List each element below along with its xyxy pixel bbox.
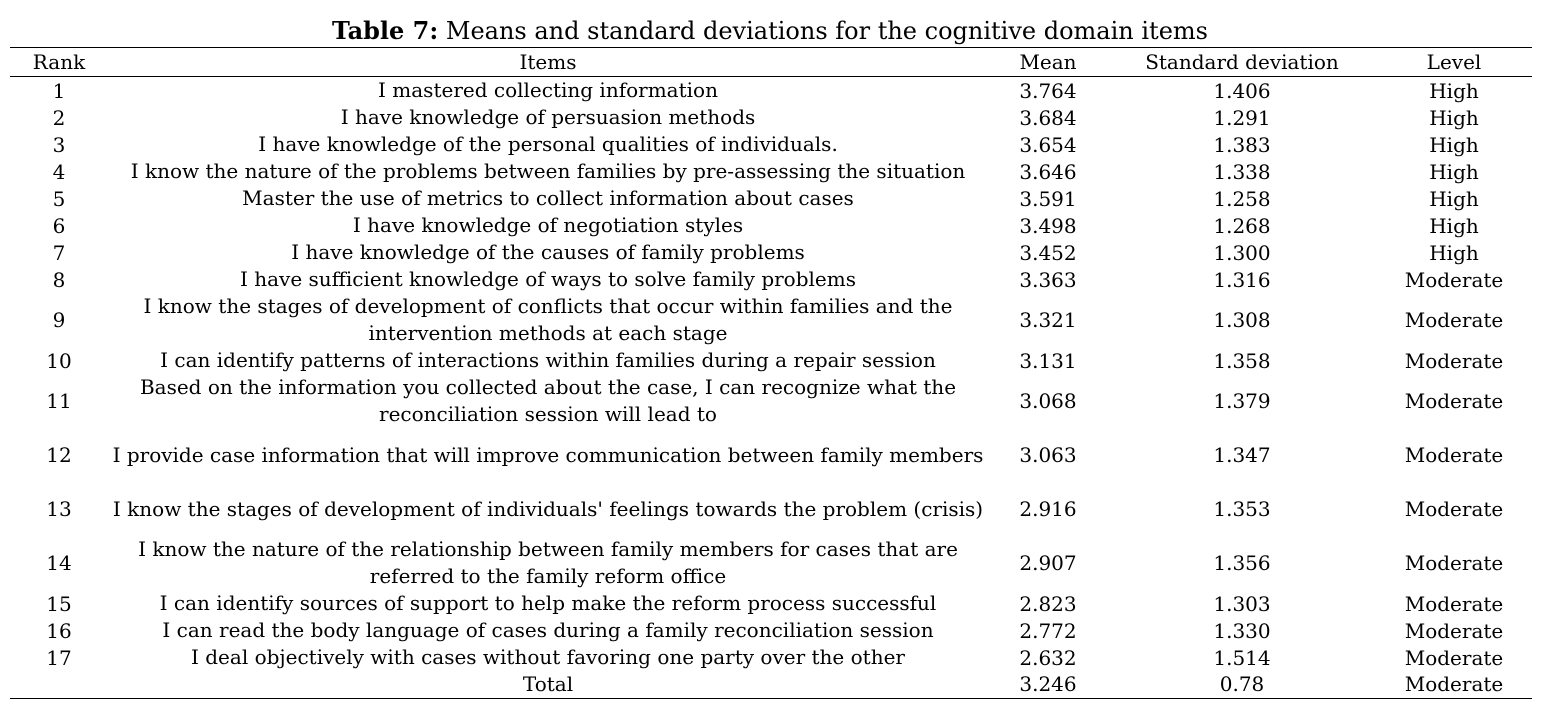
table-row	[10, 536, 1532, 590]
sd-cell: 1.316	[1213, 267, 1271, 292]
total-sd-cell: 0.78	[1108, 671, 1376, 698]
mean-cell: 3.321	[1019, 308, 1077, 332]
sd-cell: 1.353	[1213, 497, 1271, 521]
rank-cell: 12	[46, 443, 72, 467]
rank-cell: 4	[52, 159, 66, 184]
level-cell: Moderate	[1404, 618, 1504, 643]
item-cell: I know the stages of development of individuals' feelings towards the problem (crisis)	[112, 496, 984, 521]
level-cell: Moderate	[1404, 348, 1504, 373]
sd-cell: 1.258	[1213, 186, 1271, 211]
rank-cell: 2	[52, 105, 66, 130]
column-header-items: Items	[108, 48, 988, 77]
mean-cell: 3.131	[1019, 348, 1077, 373]
item-cell: I have knowledge of the personal qualities of individuals.	[258, 132, 838, 156]
table-row	[10, 482, 1532, 536]
level-cell: Moderate	[1404, 497, 1504, 521]
level-cell: Moderate	[1404, 308, 1504, 332]
mean-cell: 3.646	[1019, 159, 1077, 184]
cognitive-domain-table	[10, 47, 1532, 699]
mean-cell: 3.363	[1019, 267, 1077, 292]
mean-cell: 3.063	[1019, 443, 1077, 467]
rank-cell: 15	[46, 591, 72, 616]
table-caption-text: Means and standard deviations for the cognitive domain items	[445, 17, 1208, 45]
rank-cell: 11	[46, 389, 72, 413]
item-cell: Based on the information you collected about the case, I can recognize what the reconciliation session will lead to	[139, 375, 957, 426]
level-cell: High	[1429, 78, 1479, 103]
mean-cell: 3.654	[1019, 132, 1077, 157]
column-header-rank: Rank	[10, 48, 108, 77]
table-header-row	[10, 48, 1532, 77]
level-cell: Moderate	[1404, 267, 1504, 292]
sd-cell: 1.330	[1213, 618, 1271, 643]
item-cell: I can identify patterns of interactions within families during a repair session	[160, 348, 936, 372]
level-cell: High	[1429, 186, 1479, 211]
item-cell: I provide case information that will improve communication between family members	[112, 442, 984, 467]
sd-cell: 1.300	[1213, 240, 1271, 265]
mean-cell: 3.684	[1019, 105, 1077, 130]
table-row	[10, 104, 1532, 131]
level-cell: Moderate	[1404, 551, 1504, 575]
mean-cell: 2.907	[1019, 551, 1077, 575]
table-row	[10, 158, 1532, 185]
item-cell: I know the nature of the problems between families by pre-assessing the situation	[130, 159, 966, 183]
level-cell: High	[1429, 213, 1479, 238]
mean-cell: 3.764	[1019, 78, 1077, 103]
rank-cell: 16	[46, 618, 72, 643]
item-cell: I mastered collecting information	[378, 78, 718, 102]
sd-cell: 1.308	[1213, 308, 1271, 332]
item-cell: Master the use of metrics to collect information about cases	[242, 186, 854, 210]
table-row	[10, 617, 1532, 644]
table-row	[10, 374, 1532, 428]
table-total-row	[10, 671, 1532, 698]
item-cell: I know the stages of development of conflicts that occur within families and the intervention methods at each stage	[143, 294, 953, 345]
level-cell: High	[1429, 159, 1479, 184]
level-cell: High	[1429, 132, 1479, 157]
total-mean-cell: 3.246	[988, 671, 1108, 698]
mean-cell: 2.772	[1019, 618, 1077, 643]
table-row	[10, 212, 1532, 239]
level-cell: High	[1429, 105, 1479, 130]
table-row	[10, 131, 1532, 158]
sd-cell: 1.291	[1213, 105, 1271, 130]
mean-cell: 2.916	[1019, 497, 1077, 521]
item-cell: I deal objectively with cases without favoring one party over the other	[191, 645, 905, 669]
total-rank-cell	[10, 671, 108, 698]
rank-cell: 5	[52, 186, 66, 211]
table-row	[10, 347, 1532, 374]
sd-cell: 1.303	[1213, 591, 1271, 616]
table-caption-label: Table 7:	[332, 16, 439, 45]
sd-cell: 1.347	[1213, 443, 1271, 467]
mean-cell: 2.632	[1019, 645, 1077, 670]
rank-cell: 13	[46, 497, 72, 521]
table-row	[10, 77, 1532, 105]
mean-cell: 3.452	[1019, 240, 1077, 265]
item-cell: I have knowledge of the causes of family problems	[291, 240, 805, 264]
sd-cell: 1.383	[1213, 132, 1271, 157]
table-row	[10, 239, 1532, 266]
sd-cell: 1.356	[1213, 551, 1271, 575]
mean-cell: 2.823	[1019, 591, 1077, 616]
rank-cell: 14	[46, 551, 72, 575]
item-cell: I can identify sources of support to help make the reform process successful	[159, 591, 937, 615]
rank-cell: 7	[52, 240, 66, 265]
level-cell: Moderate	[1404, 443, 1504, 467]
level-cell: Moderate	[1404, 645, 1504, 670]
sd-cell: 1.358	[1213, 348, 1271, 373]
column-header-sd: Standard deviation	[1108, 48, 1376, 77]
sd-cell: 1.268	[1213, 213, 1271, 238]
rank-cell: 3	[52, 132, 66, 157]
item-cell: I have knowledge of negotiation styles	[352, 213, 744, 237]
rank-cell: 17	[46, 645, 72, 670]
item-cell: I have knowledge of persuasion methods	[340, 105, 756, 129]
table-caption	[0, 14, 1540, 48]
table-row	[10, 293, 1532, 347]
item-cell: I know the nature of the relationship between family members for cases that are referred to the family reform office	[138, 537, 958, 588]
item-cell: I have sufficient knowledge of ways to solve family problems	[239, 267, 856, 291]
sd-cell: 1.379	[1213, 389, 1271, 413]
sd-cell: 1.338	[1213, 159, 1271, 184]
level-cell: Moderate	[1404, 389, 1504, 413]
column-header-level: Level	[1376, 48, 1532, 77]
table-row	[10, 644, 1532, 671]
table-row	[10, 266, 1532, 293]
total-label-cell: Total	[108, 671, 988, 698]
mean-cell: 3.068	[1019, 389, 1077, 413]
table-row	[10, 185, 1532, 212]
item-cell: I can read the body language of cases during a family reconciliation session	[162, 618, 934, 642]
level-cell: Moderate	[1404, 591, 1504, 616]
sd-cell: 1.406	[1213, 78, 1271, 103]
rank-cell: 1	[52, 78, 66, 103]
mean-cell: 3.591	[1019, 186, 1077, 211]
rank-cell: 8	[52, 267, 66, 292]
rank-cell: 10	[46, 348, 72, 373]
table-row	[10, 428, 1532, 482]
table-row	[10, 590, 1532, 617]
level-cell: High	[1429, 240, 1479, 265]
total-level-cell: Moderate	[1376, 671, 1532, 698]
mean-cell: 3.498	[1019, 213, 1077, 238]
column-header-mean: Mean	[988, 48, 1108, 77]
rank-cell: 9	[52, 308, 66, 332]
rank-cell: 6	[52, 213, 66, 238]
sd-cell: 1.514	[1213, 645, 1271, 670]
